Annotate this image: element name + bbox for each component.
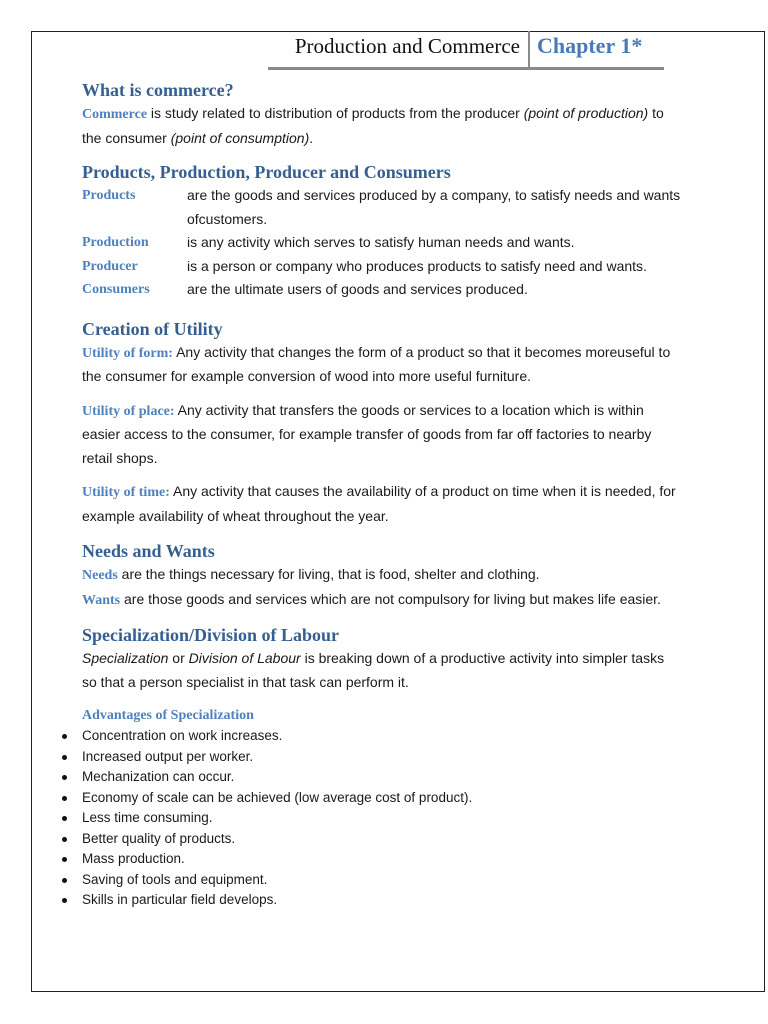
term-wants: Wants bbox=[82, 592, 121, 608]
specialization-or: or bbox=[168, 650, 189, 666]
heading-needs-and-wants: Needs and Wants bbox=[82, 541, 215, 561]
list-item: Mass production. bbox=[56, 849, 676, 870]
heading-creation-of-utility: Creation of Utility bbox=[82, 318, 223, 339]
list-item: Less time consuming. bbox=[56, 808, 676, 829]
term-utility-form: Utility of form: bbox=[82, 345, 173, 361]
specialization-italic: Specialization bbox=[82, 650, 169, 666]
list-item: Economy of scale can be achieved (low average cost of product). bbox=[56, 788, 676, 809]
list-item: Saving of tools and equipment. bbox=[56, 870, 676, 891]
term-needs: Needs bbox=[82, 568, 118, 583]
term-utility-time: Utility of time: bbox=[82, 485, 170, 500]
heading-advantages: Advantages of Specialization bbox=[82, 708, 254, 723]
specialization-definition bbox=[82, 647, 682, 694]
list-item: Mechanization can occur. bbox=[56, 767, 676, 788]
commerce-text-1: is study related to distribution of products from the producer bbox=[147, 105, 524, 121]
section-needs-wants bbox=[82, 540, 682, 612]
specialization-text: is breaking down of a productive activity into simpler tasks so that a person specialist in that task can perform it. bbox=[82, 650, 665, 690]
term-producer: Producer bbox=[82, 258, 138, 274]
term-products: Products bbox=[82, 188, 136, 203]
def-production: is any activity which serves to satisfy human needs and wants. bbox=[187, 234, 575, 250]
utility-place-text: Any activity that transfers the goods or services to a location which is within easier access to the consumer, for example transfer of goods from far off factories to nearby retail shops. bbox=[82, 401, 652, 466]
heading-specialization: Specialization/Division of Labour bbox=[82, 625, 340, 645]
advantages-list bbox=[56, 726, 676, 911]
term-utility-place: Utility of place: bbox=[82, 403, 175, 419]
list-item: Increased output per worker. bbox=[56, 747, 676, 768]
heading-what-is-commerce: What is commerce? bbox=[82, 80, 234, 100]
wants-text: are those goods and services which are not compulsory for living but makes life easier. bbox=[120, 590, 661, 607]
header-rule bbox=[268, 67, 664, 70]
utility-time bbox=[82, 480, 682, 528]
section-products bbox=[82, 161, 682, 302]
document-body bbox=[82, 78, 682, 911]
utility-form bbox=[82, 341, 682, 389]
list-item: Concentration on work increases. bbox=[56, 726, 676, 747]
chapter-label: Chapter 1* bbox=[537, 33, 643, 58]
division-of-labour-italic: Division of Labour bbox=[188, 650, 301, 666]
section-utility bbox=[82, 318, 682, 529]
needs-definition bbox=[82, 563, 682, 588]
utility-time-text: Any activity that causes the availability of a product on time when it is needed, for example availability of wheat throughout the year. bbox=[82, 483, 676, 524]
commerce-italic-2: (point of consumption) bbox=[170, 129, 310, 146]
def-consumers: are the ultimate users of goods and services produced. bbox=[187, 281, 528, 297]
section-commerce bbox=[82, 79, 682, 150]
heading-products: Products, Production, Producer and Consumers bbox=[82, 162, 451, 182]
list-item: Better quality of products. bbox=[56, 829, 676, 850]
document-title: Production and Commerce bbox=[294, 34, 520, 58]
commerce-text-3: . bbox=[309, 129, 314, 146]
utility-form-text: Any activity that changes the form of a product so that it becomes moreuseful to the consumer for example conversion of wood into more useful furniture. bbox=[82, 343, 671, 384]
wants-definition bbox=[82, 588, 682, 613]
commerce-text-2: to the consumer bbox=[82, 105, 664, 146]
term-consumers: Consumers bbox=[82, 282, 150, 297]
commerce-italic-1: (point of production) bbox=[523, 105, 649, 121]
header-divider bbox=[528, 31, 530, 67]
needs-text: are the things necessary for living, that is food, shelter and clothing. bbox=[117, 566, 540, 582]
def-products: are the goods and services produced by a company, to satisfy needs and wants ofcustomers. bbox=[187, 187, 681, 227]
commerce-definition bbox=[82, 102, 682, 150]
def-producer: is a person or company who produces products to satisfy need and wants. bbox=[187, 257, 647, 274]
utility-place bbox=[82, 399, 682, 471]
section-specialization bbox=[82, 624, 682, 911]
list-item: Skills in particular field develops. bbox=[56, 890, 676, 911]
term-commerce: Commerce bbox=[82, 107, 148, 122]
definitions-table bbox=[82, 184, 682, 302]
term-production: Production bbox=[82, 235, 149, 250]
